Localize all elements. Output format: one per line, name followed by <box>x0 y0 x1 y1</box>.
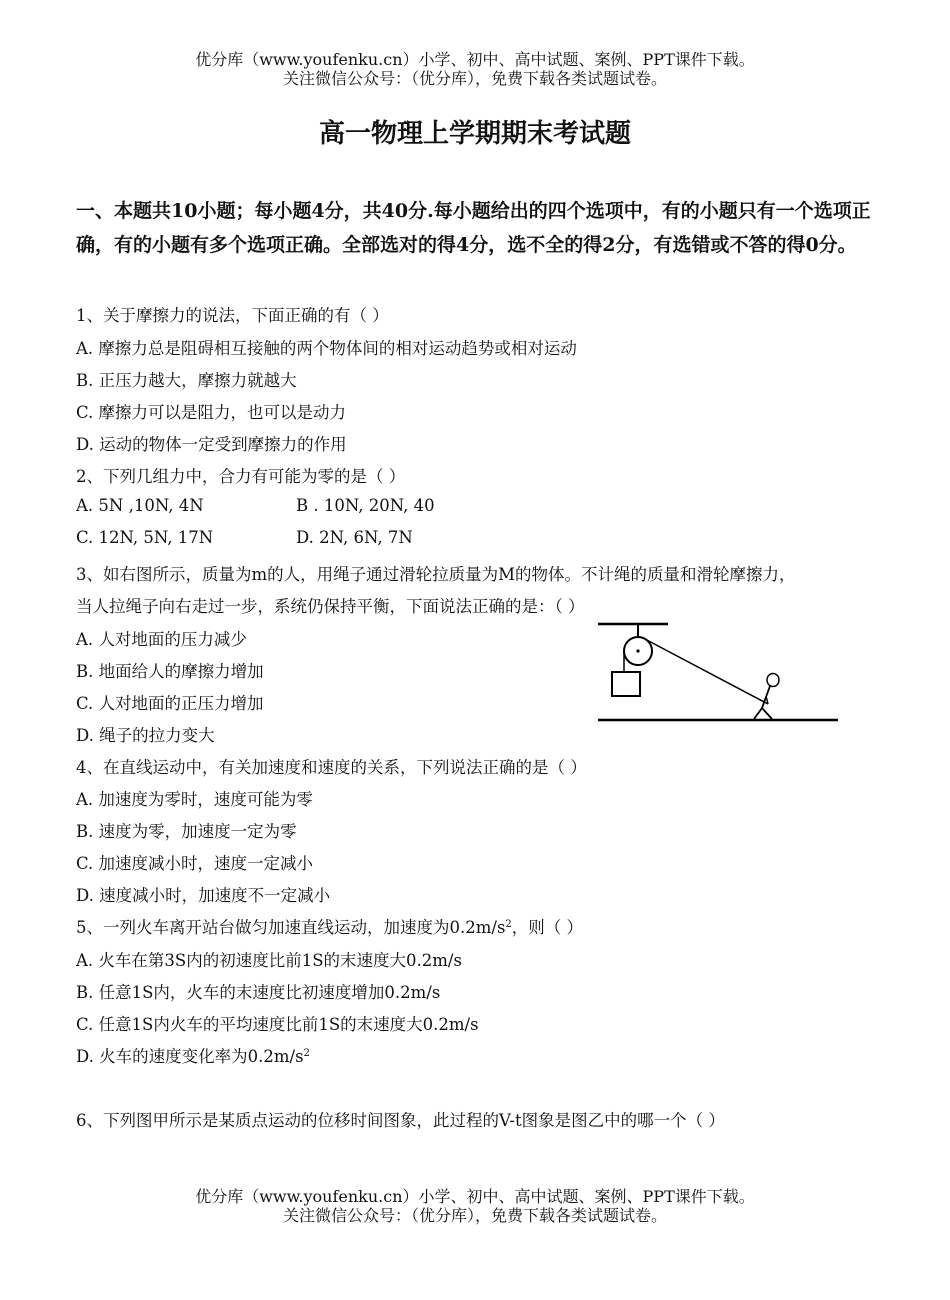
q5-option-c: C. 任意1S内火车的平均速度比前1S的末速度大0.2m/s <box>76 1015 479 1034</box>
q1-option-a: A. 摩擦力总是阻碍相互接触的两个物体间的相对运动趋势或相对运动 <box>76 339 577 358</box>
q5-stem-tail: ，则（ ） <box>511 918 584 937</box>
q1-option-c: C. 摩擦力可以是阻力，也可以是动力 <box>76 403 347 422</box>
q4-option-c: C. 加速度减小时，速度一定减小 <box>76 854 314 873</box>
footer-line-2: 关注微信公众号：（优分库），免费下载各类试题试卷。 <box>282 1206 667 1225</box>
q2-option-c: C. 12N, 5N, 17N <box>76 528 214 547</box>
q5-stem <box>76 914 583 938</box>
q6-stem: 6、下列图甲所示是某质点运动的位移时间图象，此过程的V-t图象是图乙中的哪一个（ ） <box>76 1111 725 1130</box>
q3-option-b: B. 地面给人的摩擦力增加 <box>76 662 264 681</box>
q5-option-d <box>76 1043 310 1067</box>
q4-stem: 4、在直线运动中，有关加速度和速度的关系，下列说法正确的是（ ） <box>76 758 587 777</box>
q5-option-d-superscript: 2 <box>303 1048 310 1059</box>
q1-option-d: D. 运动的物体一定受到摩擦力的作用 <box>76 435 347 454</box>
q3-stem-line-2: 当人拉绳子向右走过一步，系统仍保持平衡，下面说法正确的是：（ ） <box>76 597 585 616</box>
header-line-2: 关注微信公众号：（优分库），免费下载各类试题试卷。 <box>282 69 667 88</box>
page-footer <box>0 1187 950 1225</box>
q5-option-a: A. 火车在第3S内的初速度比前1S的末速度大0.2m/s <box>76 951 462 970</box>
person-head <box>767 674 779 687</box>
person-leg-front <box>762 708 772 719</box>
page-title: 高一物理上学期期末考试题 <box>318 119 631 149</box>
q5-option-d-text: D. 火车的速度变化率为0.2m/s <box>76 1047 304 1066</box>
q5-stem-text: 5、一列火车离开站台做匀加速直线运动，加速度为0.2m/s <box>76 918 506 937</box>
person-leg-back <box>754 708 762 719</box>
q1-option-b: B. 正压力越大，摩擦力就越大 <box>76 371 297 390</box>
q3-option-c: C. 人对地面的正压力增加 <box>76 694 264 713</box>
q2-stem: 2、下列几组力中，合力有可能为零的是（ ） <box>76 467 406 486</box>
q1-stem: 1、关于摩擦力的说法，下面正确的有（ ） <box>76 306 389 325</box>
page-header <box>0 50 950 88</box>
header-line-1: 优分库（www.youfenku.cn）小学、初中、高中试题、案例、PPT课件下载。 <box>195 50 755 69</box>
pulley-axle <box>636 649 639 652</box>
q5-stem-superscript: 2 <box>505 919 512 930</box>
q2-option-a: A. 5N ,10N, 4N <box>76 496 204 515</box>
q5-option-b: B. 任意1S内，火车的末速度比初速度增加0.2m/s <box>76 983 441 1002</box>
footer-line-1: 优分库（www.youfenku.cn）小学、初中、高中试题、案例、PPT课件下载。 <box>195 1187 755 1206</box>
q2-option-b: B . 10N, 20N, 40 <box>296 496 435 515</box>
section-instructions: 一、本题共10小题；每小题4分，共40分.每小题给出的四个选项中，有的小题只有一个选项正确，有的小题有多个选项正确。全部选对的得4分，选不全的得2分，有选错或不答的得0分。 <box>76 200 871 256</box>
q2-option-d: D. 2N, 6N, 7N <box>296 528 413 547</box>
q4-option-d: D. 速度减小时，加速度不一定减小 <box>76 886 331 905</box>
block-mass <box>612 672 640 696</box>
q3-option-d: D. 绳子的拉力变大 <box>76 726 215 745</box>
q4-option-a: A. 加速度为零时，速度可能为零 <box>76 790 313 809</box>
rope-slanted <box>643 638 768 704</box>
q4-option-b: B. 速度为零，加速度一定为零 <box>76 822 297 841</box>
pulley-diagram <box>596 618 840 728</box>
q3-stem-line-1: 3、如右图所示，质量为m的人，用绳子通过滑轮拉质量为M的物体。不计绳的质量和滑轮摩擦力， <box>76 565 796 584</box>
q3-option-a: A. 人对地面的压力减少 <box>76 630 247 649</box>
